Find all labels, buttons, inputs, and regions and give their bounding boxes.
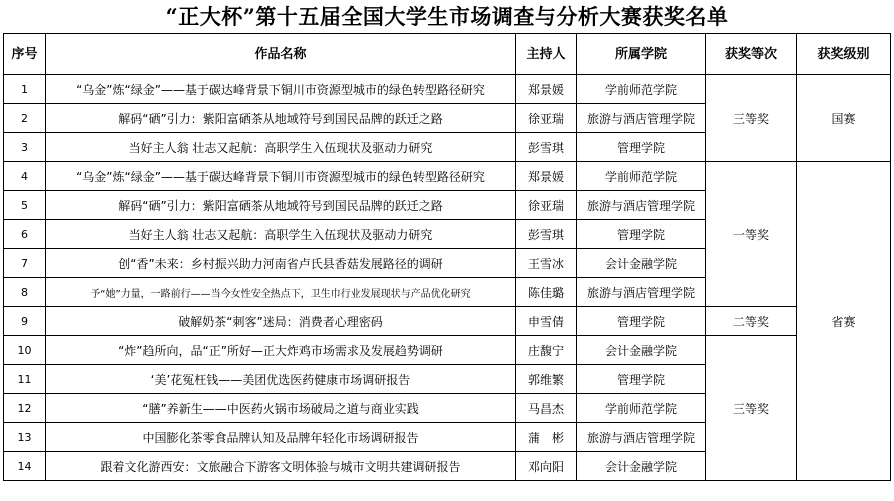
host-name: 蒲 彬 <box>516 423 577 452</box>
header-level: 获奖级别 <box>797 34 891 75</box>
work-title: 解码“硒”引力：紫阳富硒茶从地域符号到国民品牌的跃迁之路 <box>46 104 516 133</box>
college-name: 学前师范学院 <box>577 75 706 104</box>
host-name: 郑景媛 <box>516 162 577 191</box>
work-title: ‘美’花冤枉钱——美团优选医药健康市场调研报告 <box>46 365 516 394</box>
host-name: 王雪冰 <box>516 249 577 278</box>
table-row <box>4 162 891 191</box>
header-row <box>4 34 891 75</box>
host-name: 郑景媛 <box>516 75 577 104</box>
work-title: “乌金”炼“绿金”——基于碳达峰背景下铜川市资源型城市的绿色转型路径研究 <box>46 162 516 191</box>
header-work: 作品名称 <box>46 34 516 75</box>
host-name: 徐亚瑞 <box>516 191 577 220</box>
college-name: 旅游与酒店管理学院 <box>577 104 706 133</box>
college-name: 管理学院 <box>577 307 706 336</box>
row-number: 13 <box>4 423 46 452</box>
work-title: 当好主人翁 壮志又起航：高职学生入伍现状及驱动力研究 <box>46 220 516 249</box>
award-grade: 二等奖 <box>706 307 797 336</box>
work-title: 创“香”未来：乡村振兴助力河南省卢氏县香菇发展路径的调研 <box>46 249 516 278</box>
row-number: 8 <box>4 278 46 307</box>
header-college: 所属学院 <box>577 34 706 75</box>
work-title: 予“她”力量，一路前行——当今女性安全热点下，卫生巾行业发展现状与产品优化研究 <box>46 278 516 307</box>
table-row <box>4 75 891 104</box>
host-name: 郭维繁 <box>516 365 577 394</box>
row-number: 9 <box>4 307 46 336</box>
table-row <box>4 307 891 336</box>
award-level: 省赛 <box>797 162 891 481</box>
row-number: 6 <box>4 220 46 249</box>
host-name: 徐亚瑞 <box>516 104 577 133</box>
host-name: 彭雪琪 <box>516 220 577 249</box>
header-award: 获奖等次 <box>706 34 797 75</box>
college-name: 会计金融学院 <box>577 452 706 481</box>
work-title: “乌金”炼“绿金”——基于碳达峰背景下铜川市资源型城市的绿色转型路径研究 <box>46 75 516 104</box>
college-name: 旅游与酒店管理学院 <box>577 278 706 307</box>
college-name: 会计金融学院 <box>577 336 706 365</box>
work-title: 中国膨化茶零食品牌认知及品牌年轻化市场调研报告 <box>46 423 516 452</box>
work-title: 当好主人翁 壮志又起航：高职学生入伍现状及驱动力研究 <box>46 133 516 162</box>
row-number: 11 <box>4 365 46 394</box>
college-name: 管理学院 <box>577 133 706 162</box>
header-number: 序号 <box>4 34 46 75</box>
page-title: “正大杯”第十五届全国大学生市场调查与分析大赛获奖名单 <box>165 4 729 29</box>
award-grade: 一等奖 <box>706 162 797 307</box>
award-grade: 三等奖 <box>706 336 797 481</box>
work-title: 解码“硒”引力：紫阳富硒茶从地域符号到国民品牌的跃迁之路 <box>46 191 516 220</box>
college-name: 旅游与酒店管理学院 <box>577 191 706 220</box>
work-title: 破解奶茶“刺客”迷局：消费者心理密码 <box>46 307 516 336</box>
row-number: 7 <box>4 249 46 278</box>
college-name: 会计金融学院 <box>577 249 706 278</box>
award-grade: 三等奖 <box>706 75 797 162</box>
row-number: 4 <box>4 162 46 191</box>
college-name: 旅游与酒店管理学院 <box>577 423 706 452</box>
table-row <box>4 336 891 365</box>
college-name: 学前师范学院 <box>577 162 706 191</box>
row-number: 14 <box>4 452 46 481</box>
row-number: 1 <box>4 75 46 104</box>
row-number: 10 <box>4 336 46 365</box>
row-number: 2 <box>4 104 46 133</box>
row-number: 5 <box>4 191 46 220</box>
host-name: 申雪倩 <box>516 307 577 336</box>
row-number: 3 <box>4 133 46 162</box>
work-title: “膳”养新生——中医药火锅市场破局之道与商业实践 <box>46 394 516 423</box>
college-name: 学前师范学院 <box>577 394 706 423</box>
host-name: 邓向阳 <box>516 452 577 481</box>
header-host: 主持人 <box>516 34 577 75</box>
award-level: 国赛 <box>797 75 891 162</box>
college-name: 管理学院 <box>577 220 706 249</box>
host-name: 彭雪琪 <box>516 133 577 162</box>
host-name: 陈佳璐 <box>516 278 577 307</box>
college-name: 管理学院 <box>577 365 706 394</box>
host-name: 马昌杰 <box>516 394 577 423</box>
row-number: 12 <box>4 394 46 423</box>
work-title: “炸”趋所向，品“正”所好—正大炸鸡市场需求及发展趋势调研 <box>46 336 516 365</box>
work-title: 跟着文化游西安：文旅融合下游客文明体验与城市文明共建调研报告 <box>46 452 516 481</box>
host-name: 庄馥宁 <box>516 336 577 365</box>
award-table <box>3 33 891 481</box>
